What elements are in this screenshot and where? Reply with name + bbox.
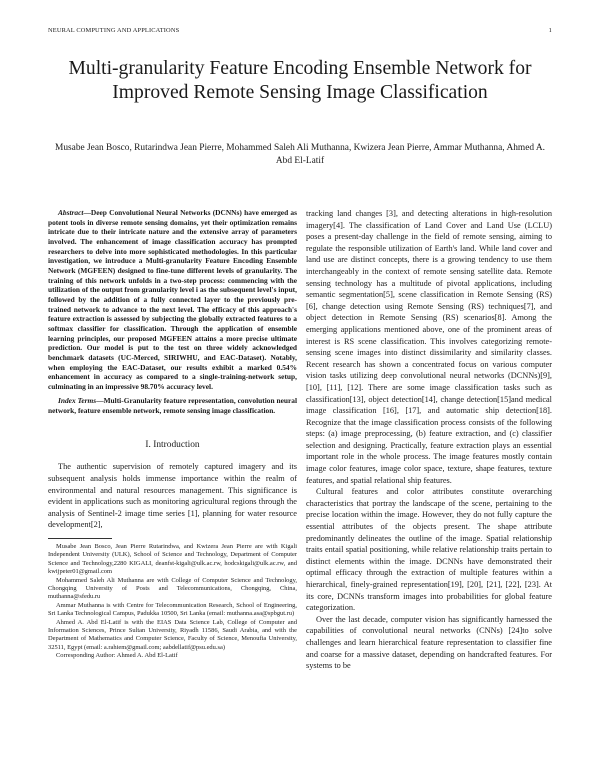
footnote-corresponding-author: Corresponding Author: Ahmed A. Abd El-Latif [56, 652, 178, 660]
intro-paragraph: The authentic supervision of remotely captured imagery and its subsequent analysis holds immense importance within the realm of environmental and natural resources management. This significance is evident in applications such as monitoring agricultural regions through the analysis of Sentinel-2 image time series [1], planning for water resource development[2], [48, 462, 297, 530]
body-paragraph: tracking land changes [3], and detecting alterations in high-resolution imagery[4]. The classification of Land Cover and Land Use (LCLU) poses a present-day challenge in the field of remote sensing, aiming to regulate the responsible utilization of Earth's land. While land cover and land use are distinct concepts, there is a growing tendency to use them interchangeably in the context of remote sensing satellite data. Remote sensing technology has a multitude of pivotal applications, including semantic segmentation[5], scene classification in Remote Sensing (RS) [6], change detection using Remote Sensing (RS) techniques[7], and object detection in Remote Sensing (RS) scenarios[8]. Among the emerging applications mentioned above, one of the prominent areas of interest is RS scene classification. This involves categorizing remote-sensing scene images into distinct dissimilarity and similarity classes. Recent research has shown a concentrated focus on various computer vision tasks utilizing deep convolutional neural networks (DCNNs)[9], [10], [11], [12]. There are some image classification tasks such as classification[13], object detection[14], change detection[15]and medical image classification [16], [17], and automatic ship detection[18]. Recognize that the image classification process consists of the following steps: (a) image preprocessing, (b) feature extraction, and (c) classifier selection and designing. Practically, feature extraction plays an essential important role in the whole process. The image features mostly contain image color features, image color space, texture, shape features, texture features, and spatial relational ship features. [306, 209, 552, 485]
footnote-affiliation-sltc: Ammar Muthanna is with Centre for Telecommunication Research, School of Engineering, Sri Lanka Technological Campus, Padukka 10500, Sri Lanka (email: muthanna.asa@spbgut.ru) [48, 601, 297, 618]
right-column [306, 208, 552, 672]
index-terms-label: Index Terms [58, 396, 97, 406]
body-paragraph: Cultural features and color attributes constitute overarching characteristics that portray the landscape of the scene, pertaining to the precise location within the image. However, they do not fully capture the essential attributes of the objects present. The shape attribute predominantly delineates the outline of the image. Spatial relationship traits entail spatial positioning, while relative relationship traits pertain to distinct elements within the image. DCNNs have demonstrated their optimal efficacy through the extraction of multiple features within a hierarchical, finely-grained representation[19], [20], [21], [22], [23]. At its core, DCNNs transform images into probabilities for global feature categorization. [306, 487, 552, 613]
author-list: Musabe Jean Bosco, Rutarindwa Jean Pierre, Mohammed Saleh Ali Muthanna, Kwizera Jean Pierre, Ammar Muthanna, Ahmed A. Abd El-Latif [55, 143, 545, 167]
abstract-label: Abstract [58, 208, 84, 217]
page-number: 1 [548, 27, 552, 34]
index-terms [48, 396, 297, 415]
footnote-affiliation-psu: Ahmed A. Abd El-Latif is with the EIAS Data Science Lab, College of Computer and Information Sciences, Prince Sultan University, Riyadh 11586, Saudi Arabia, and with the Department of Mathematics and Computer Science, Faculty of Science, Menoufia University, 32511, Egypt (email: a.rahiem@gmail.com; aabdellatif@psu.edu.sa) [48, 618, 297, 651]
body-paragraph: Over the last decade, computer vision has significantly harnessed the capabilities of convolutional neural networks (CNNs) [24]to solve challenges and learn hierarchical feature representation to classifier fine and coarse for a massive dataset, depending on handcrafted features. For systems to be [306, 614, 552, 671]
index-terms-text: —Multi-Granularity feature representation, convolution neural network, feature ensemble network, remote sensing image classification. [48, 396, 297, 416]
running-header [48, 27, 552, 37]
left-column [48, 208, 297, 661]
footnote-divider [48, 538, 112, 539]
paper-title: Multi-granularity Feature Encoding Ensemble Network for Improved Remote Sensing Image Classification [68, 58, 532, 103]
footnote-affiliation-ulk: Musabe Jean Bosco, Jean Pierre Rutarindwa, and Kwizera Jean Pierre are with Kigali Independent University (ULK), School of Science and Technology, Department of Computer Science and Technology,2280 KIGALI, deanfst-kigali@ulk.ac.rw, hodcskigali@ulk.ac.rw, and kwijpeter01@gmail.com [48, 542, 297, 576]
footnote-affiliation-cqupt: Mohammed Saleh Ali Muthanna are with College of Computer Science and Technology, Chongqing University of Posts and Telecommunications, Chongqing, China, muthanna@sfedu.ru [48, 576, 297, 601]
section-heading-introduction: I. Introduction [145, 439, 200, 450]
journal-name: NEURAL COMPUTING AND APPLICATIONS [48, 27, 180, 34]
abstract-text: —Deep Convolutional Neural Networks (DCNNs) have emerged as potent tools in diverse remote sensing domains, yet their optimization remains intricate due to their intricate nature and the extensive array of parameters involved. The enhancement of image classification accuracy has prompted researchers to delve into more sophisticated methodologies. In this particular investigation, we introduce a Multi-granularity Feature Encoding Ensemble Network (MGFEEN) designed to fine-tune different levels of granularity. The training of this network unfolds in a two-step process: commencing with the utilization of the output from granularity level i as the subsequent level's input, followed by the addition of a fully connected layer to the previously pre-trained network to advance to the next level. The efficacy of this approach's feature extraction is assessed by subjecting the globally extracted features to a softmax classifier for classification. Through the application of ensemble learning principles, our proposed MGFEEN attains a more precise ultimate prediction. Our model is put to the test on three widely acknowledged benchmark datasets (UC-Merced, SIRIWHU, and EAC-Dataset). Notably, when employing the EAC-Dataset, our results exhibit a marked 0.54% enhancement in accuracy as compared to a single-training-network setup, culminating in an impressive 98.70% accuracy level. [48, 208, 297, 391]
abstract [48, 208, 297, 391]
